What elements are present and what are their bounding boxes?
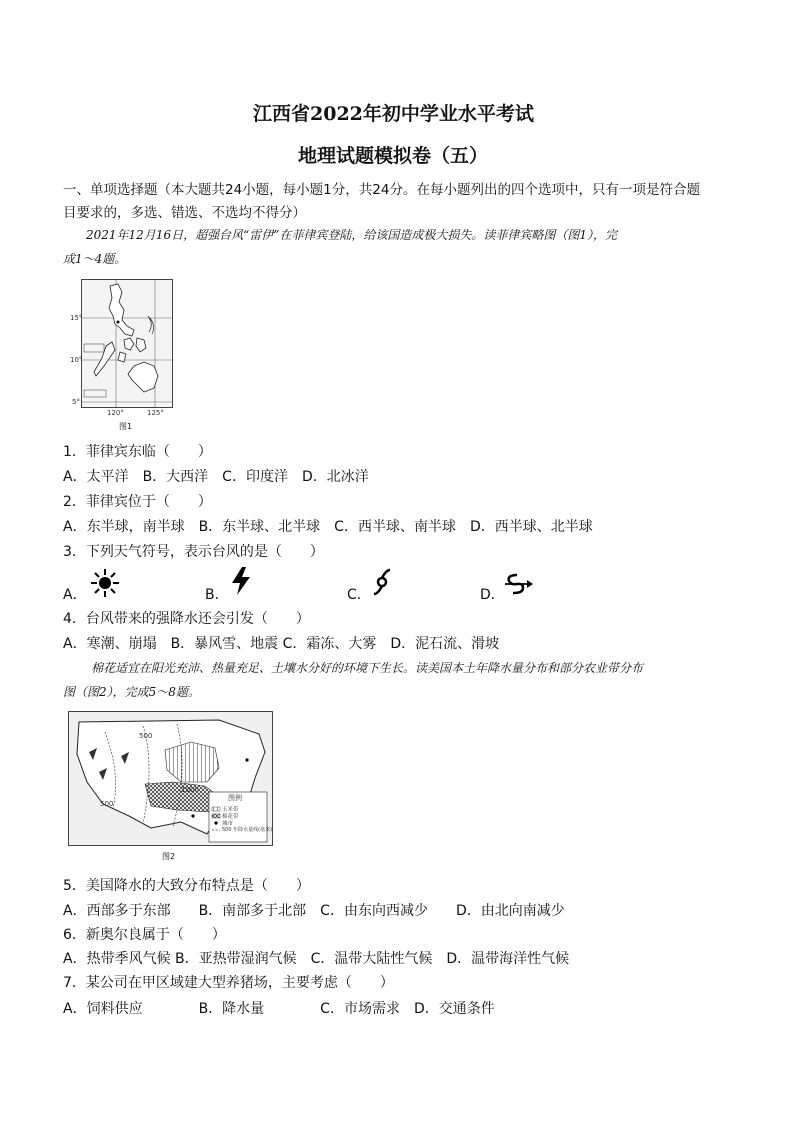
option-b-label: B． bbox=[205, 587, 229, 603]
exam-title: 江西省2022年初中学业水平考试 bbox=[253, 103, 534, 125]
sandstorm-icon bbox=[503, 572, 535, 596]
option-d-label: D． bbox=[480, 587, 505, 603]
question-6-options: A．热带季风气候 B．亚热带湿润气候 C．温带大陆性气候 D．温带海洋性气候 bbox=[63, 951, 570, 967]
lightning-icon bbox=[229, 566, 253, 596]
lon-label-120: 120° bbox=[107, 409, 124, 417]
lon-label-125: 125° bbox=[147, 409, 164, 417]
philippines-map-icon bbox=[81, 279, 173, 408]
legend-title: 图例 bbox=[228, 794, 242, 802]
question-5-options: A．西部多于东部 B．南部多于北部 C．由东向西减少 D．由北向南减少 bbox=[63, 903, 565, 919]
question-2-options: A．东半球，南半球 B．东半球、北半球 C．西半球、南半球 D．西半球、北半球 bbox=[63, 519, 593, 535]
passage2-line1: 棉花适宜在阳光充沛、热量充足、土壤水分好的环境下生长。读美国本土年降水量分布和部分农业带分布 bbox=[91, 661, 644, 675]
section-heading-line2: 目要求的，多选、错选、不选均不得分） bbox=[63, 205, 306, 221]
question-5-stem: 5．美国降水的大致分布特点是（ ） bbox=[63, 878, 310, 894]
lat-label-15: 15° bbox=[70, 314, 83, 322]
isohyet-label-3: 1000 bbox=[181, 786, 199, 794]
question-3-stem: 3．下列天气符号，表示台风的是（ ） bbox=[63, 544, 324, 560]
question-4-stem: 4．台风带来的强降水还会引发（ ） bbox=[63, 611, 310, 627]
typhoon-icon bbox=[372, 568, 392, 596]
philippines-map-drawing bbox=[82, 280, 172, 407]
legend-cotton-belt: 棉花带 bbox=[222, 814, 239, 820]
passage1-line2: 成1～4题。 bbox=[63, 252, 127, 266]
figure1-caption: 图1 bbox=[119, 422, 133, 431]
question-1-options: A．太平洋 B．大西洋 C．印度洋 D．北冰洋 bbox=[63, 469, 369, 485]
legend-corn-belt: 玉米带 bbox=[222, 807, 239, 813]
sun-icon bbox=[90, 568, 120, 598]
lat-label-5: 5° bbox=[72, 398, 80, 406]
lat-label-10: 10° bbox=[70, 356, 83, 364]
option-a-label: A． bbox=[63, 587, 87, 603]
isohyet-label-1: 500 bbox=[139, 732, 153, 740]
legend-city: 城市 bbox=[222, 821, 234, 827]
question-1-stem: 1．菲律宾东临（ ） bbox=[63, 444, 212, 460]
question-7-options: A．饲料供应 B．降水量 C．市场需求 D．交通条件 bbox=[63, 1001, 495, 1017]
passage2-line2: 图（图2），完成5～8题。 bbox=[63, 685, 200, 699]
section-heading-line1: 一、单项选择题（本大题共24小题，每小题1分，共24分。在每小题列出的四个选项中，只有一项是符合题 bbox=[63, 182, 700, 198]
question-4-options: A．寒潮、崩塌 B．暴风雪、地震 C．霜冻、大雾 D．泥石流、滑坡 bbox=[63, 636, 500, 652]
figure2-caption: 图2 bbox=[162, 852, 176, 861]
question-6-stem: 6．新奥尔良属于（ ） bbox=[63, 927, 226, 943]
legend-isohyet: 500 年降水量线(毫米) bbox=[222, 827, 273, 833]
passage1-line1: 2021年12月16日，超强台风“雷伊”在菲律宾登陆，给该国造成极大损失。读菲律宾略图（图1），完 bbox=[86, 228, 617, 242]
exam-subtitle: 地理试题模拟卷（五） bbox=[298, 145, 489, 167]
question-7-stem: 7．某公司在甲区域建大型养猪场，主要考虑（ ） bbox=[63, 975, 394, 991]
option-c-label: C． bbox=[347, 587, 371, 603]
question-2-stem: 2．菲律宾位于（ ） bbox=[63, 494, 212, 510]
isohyet-label-2: 500 bbox=[100, 800, 114, 808]
